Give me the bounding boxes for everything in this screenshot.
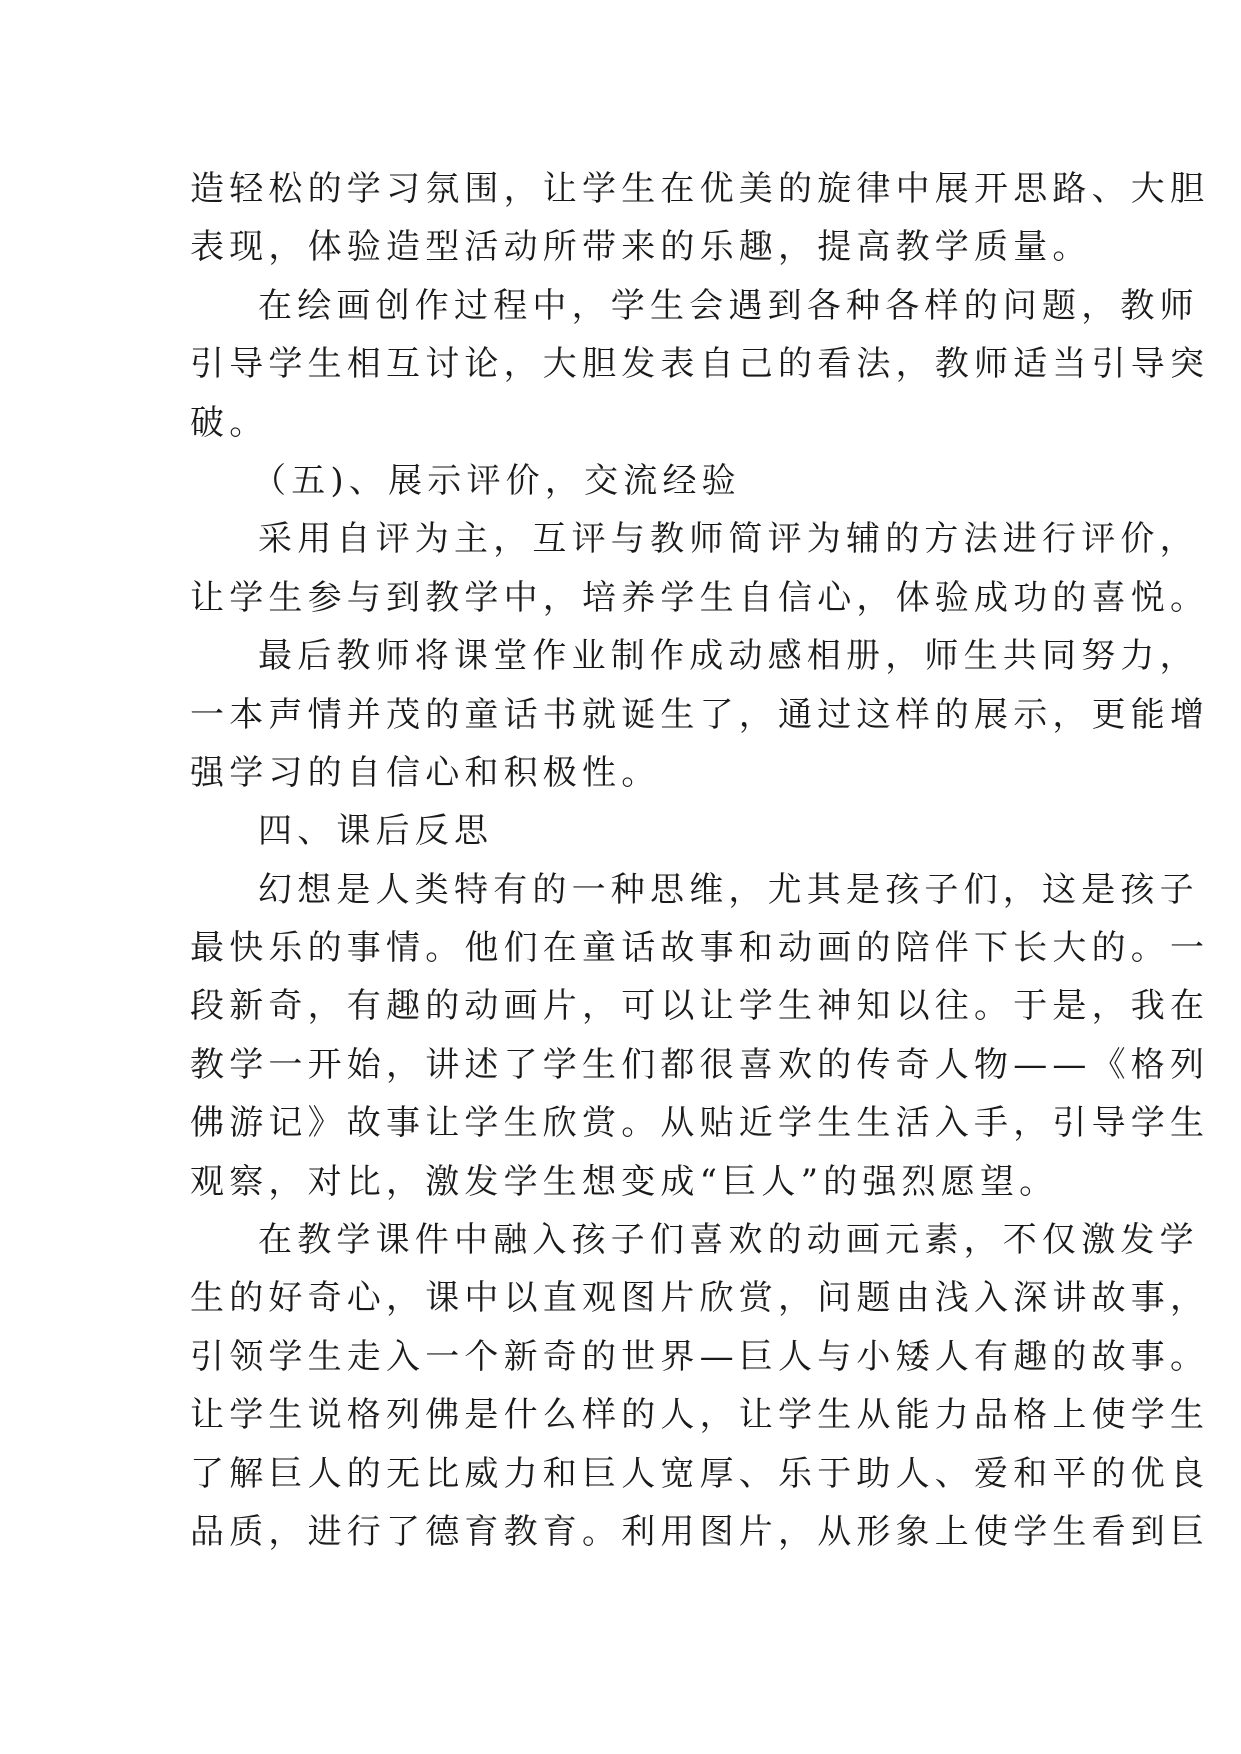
text-line: 让学生参与到教学中，培养学生自信心，体验成功的喜悦。: [190, 577, 1210, 618]
text-line: 破。: [190, 402, 269, 443]
text-line: 生的好奇心，课中以直观图片欣赏，问题由浅入深讲故事，: [190, 1278, 1210, 1319]
text-line: 强学习的自信心和积极性。: [190, 752, 661, 793]
text-line: 造轻松的学习氛围，让学生在优美的旋律中展开思路、大胆: [190, 169, 1210, 209]
text-line: 采用自评为主，互评与教师简评为辅的方法进行评价，: [258, 519, 1199, 560]
text-line: 最后教师将课堂作业制作成动感相册，师生共同努力，: [258, 636, 1199, 677]
text-line: 最快乐的事情。他们在童话故事和动画的陪伴下长大的。一: [190, 928, 1210, 969]
text-line: 观察，对比，激发学生想变成“巨人”的强烈愿望。: [190, 1161, 1059, 1202]
text-line: 在绘画创作过程中，学生会遇到各种各样的问题，教师: [258, 285, 1199, 326]
document-body: [190, 160, 1210, 1561]
text-line: 表现，体验造型活动所带来的乐趣，提高教学质量。: [190, 227, 1092, 268]
text-line: （五)、展示评价，交流经验: [252, 460, 741, 501]
text-line: 引导学生相互讨论，大胆发表自己的看法，教师适当引导突: [190, 344, 1210, 385]
text-line: 佛游记》故事让学生欣赏。从贴近学生生活入手，引导学生: [190, 1103, 1210, 1144]
text-line: 了解巨人的无比威力和巨人宽厚、乐于助人、爱和平的优良: [190, 1453, 1210, 1494]
text-line: 幻想是人类特有的一种思维，尤其是孩子们，这是孩子: [258, 869, 1199, 910]
text-line: 教学一开始，讲述了学生们都很喜欢的传奇人物——《格列: [190, 1044, 1210, 1085]
text-line: 让学生说格列佛是什么样的人，让学生从能力品格上使学生: [190, 1395, 1210, 1436]
text-line: 段新奇，有趣的动画片，可以让学生神知以往。于是，我在: [190, 986, 1210, 1027]
text-line: 引领学生走入一个新奇的世界—巨人与小矮人有趣的故事。: [190, 1336, 1210, 1377]
text-line: 在教学课件中融入孩子们喜欢的动画元素，不仅激发学: [258, 1220, 1199, 1261]
text-line: 一本声情并茂的童话书就诞生了，通过这样的展示，更能增: [190, 694, 1210, 735]
text-line: 四、课后反思: [258, 811, 494, 852]
text-line: 品质，进行了德育教育。利用图片，从形象上使学生看到巨: [190, 1511, 1210, 1552]
